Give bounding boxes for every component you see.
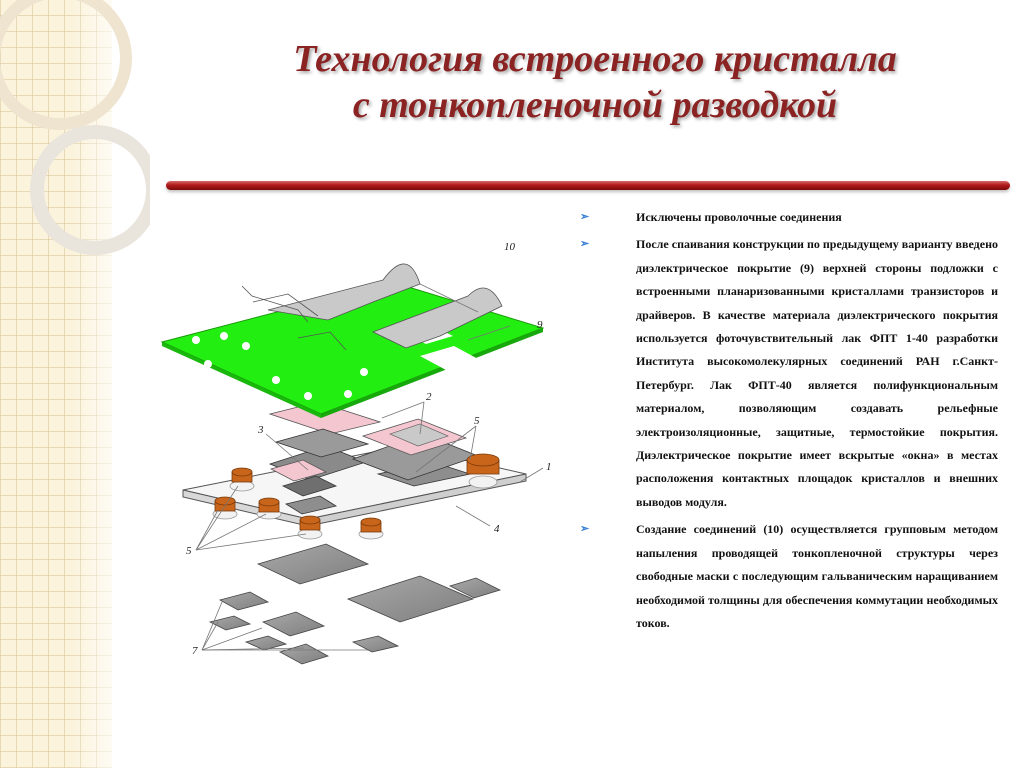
bullet-item <box>578 206 998 229</box>
title-line-2: с тонкопленочной разводкой <box>352 84 838 126</box>
decorative-rings <box>0 0 150 300</box>
arrow-bullet-icon: ➢ <box>580 238 590 251</box>
label-7: 7 <box>192 645 198 657</box>
title-divider <box>166 181 1010 190</box>
bullet-text: Исключены проволочные соединения <box>636 210 842 224</box>
arrow-bullet-icon: ➢ <box>580 523 590 536</box>
label-10: 10 <box>504 241 515 253</box>
bullet-text: Создание соединений (10) осуществляется групповым методом напыления проводящей тонкопленочной структуры через свободные маски с последующим гальваническим наращиванием необходимой толщины для обеспечения коммутации необходимых токов. <box>636 522 998 630</box>
label-3: 3 <box>258 424 264 436</box>
bullet-list <box>578 206 998 639</box>
label-5-top: 5 <box>474 415 480 427</box>
title-line-1: Технология встроенного кристалла <box>293 38 897 80</box>
label-4: 4 <box>494 523 500 535</box>
bullet-text: После спаивания конструкции по предыдущему варианту введено диэлектрическое покрытие (9) верхней стороны подложки с встроенными планаризованными кристаллами транзисторов и драйверов. В качестве материала диэлектрического покрытия используется фоточувствительный лак ФПТ 1-40 разработки Института высокомолекулярных соединений РАН г.Санкт-Петербург. Лак ФПТ-40 является полифункциональным материалом, позволяющим создавать рельефные электроизоляционные, защитные, термостойкие покрытия. Диэлектрическое покрытие имеет вскрытые «окна» в местах расположения контактных площадок кристаллов и внешних выводов модуля. <box>636 237 998 509</box>
slide-title <box>170 36 1020 128</box>
bullet-item <box>578 518 998 635</box>
bullet-item <box>578 233 998 514</box>
label-2: 2 <box>426 391 432 403</box>
exploded-module-diagram <box>158 224 558 684</box>
label-5-left: 5 <box>186 545 192 557</box>
terminal-pads-layer <box>210 544 500 664</box>
arrow-bullet-icon: ➢ <box>580 211 590 223</box>
label-9: 9 <box>537 319 543 331</box>
label-1: 1 <box>546 461 552 473</box>
